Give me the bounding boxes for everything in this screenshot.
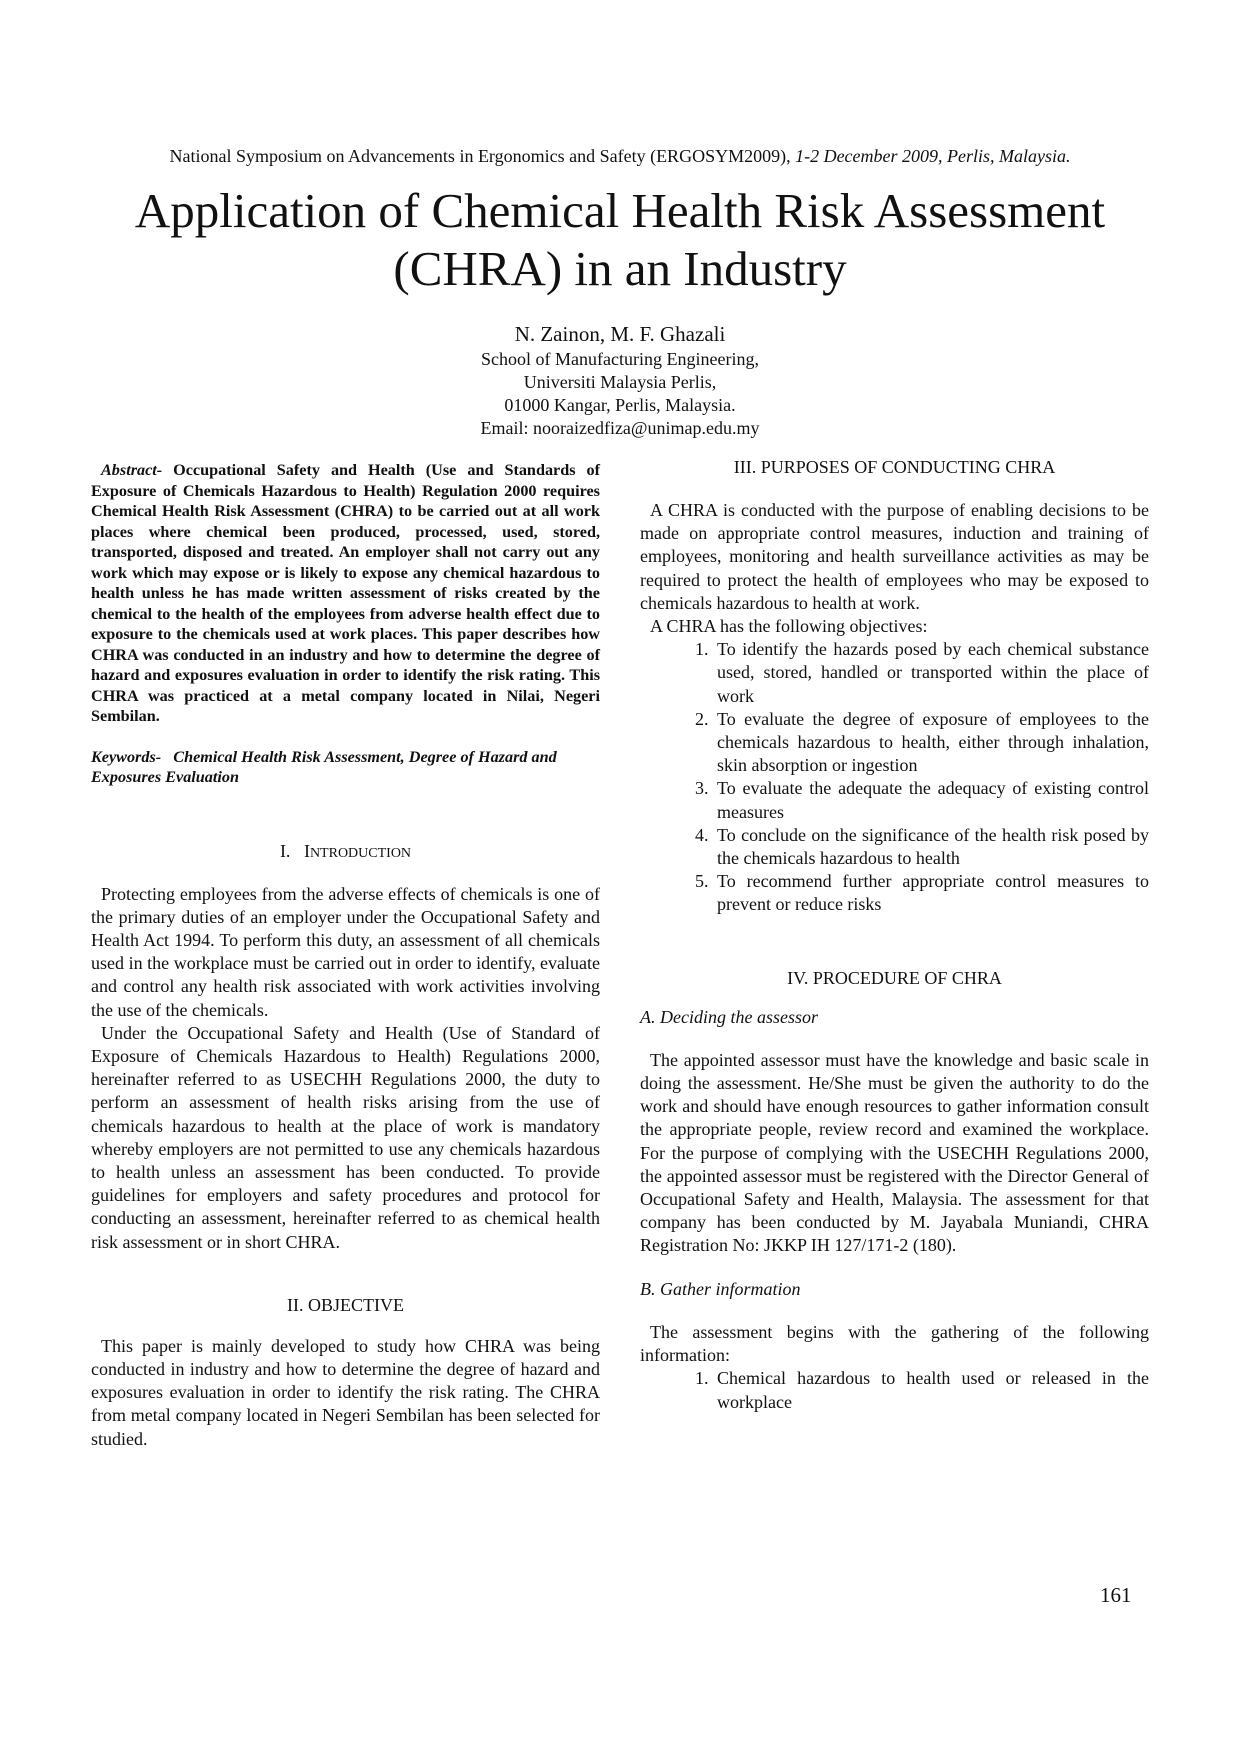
keywords xyxy=(91,747,600,788)
list-item: 5. To recommend further appropriate control measures to prevent or reduce risks xyxy=(713,870,1149,916)
author-email: Email: nooraizedfiza@unimap.edu.my xyxy=(480,418,760,438)
subsection-heading-assessor: A. Deciding the assessor xyxy=(640,1006,818,1027)
affiliation xyxy=(0,348,1240,440)
objective-paragraph: This paper is mainly developed to study how CHRA was being conducted in industry and how to determine the degree of hazard and exposures evaluation in order to identify the risk rating. The CHRA from metal company located in Negeri Sembilan has been selected for studied. xyxy=(91,1335,600,1449)
authors: N. Zainon, M. F. Ghazali xyxy=(514,322,726,346)
title-line-2: (CHRA) in an Industry xyxy=(393,241,847,296)
paper-title xyxy=(100,182,1140,298)
section-heading-introduction xyxy=(91,840,600,865)
intro-paragraph-1: Protecting employees from the adverse effects of chemicals is one of the primary duties of an employer under the Occupational Safety and Health Act 1994. To perform this duty, an assessment of all chemicals used in the workplace must be carried out in order to identify, evaluate and control any health risk associated with work activities involving the use of the chemicals. xyxy=(91,883,600,1020)
subsection-heading-gather-info: B. Gather information xyxy=(640,1278,801,1299)
conference-venue: National Symposium on Advancements in Ergonomics and Safety (ERGOSYM2009), xyxy=(169,146,796,166)
section-title: INTRODUCTION xyxy=(303,840,412,861)
conference-header xyxy=(0,146,1240,167)
page-number: 161 xyxy=(1100,1583,1132,1607)
conference-date-place: 1-2 December 2009, Perlis, Malaysia. xyxy=(795,146,1071,166)
keywords-label: Keywords- xyxy=(91,747,162,766)
purposes-paragraph-1: A CHRA is conducted with the purpose of enabling decisions to be made on appropriate control measures, induction and training of employees, monitoring and health surveillance activities as may be required to protect the health of employees who may be exposed to chemicals hazardous to health at work. xyxy=(640,500,1149,613)
objectives-list xyxy=(640,638,1149,916)
affiliation-line: Universiti Malaysia Perlis, xyxy=(523,372,717,392)
title-line-1: Application of Chemical Health Risk Assessment xyxy=(134,183,1106,238)
section-heading-purposes: III. PURPOSES OF CONDUCTING CHRA xyxy=(733,457,1056,477)
abstract xyxy=(91,460,600,727)
assessor-paragraph: The appointed assessor must have the knowledge and basic scale in doing the assessment. He/She must be given the authority to do the work and should have enough resources to gather information consult the appropriate people, review record and examined the workplace. For the purpose of complying with the USECHH Regulations 2000, the appointed assessor must be registered with the Director General of Occupational Safety and Health, Malaysia. The assessment for that company has been conducted by M. Jayabala Muniandi, CHRA Registration No: JKKP IH 127/171-2 (180). xyxy=(640,1049,1149,1256)
information-list xyxy=(640,1367,1149,1413)
list-item: 2. To evaluate the degree of exposure of employees to the chemicals hazardous to health, either through inhalation, skin absorption or ingestion xyxy=(713,708,1149,778)
affiliation-line: School of Manufacturing Engineering, xyxy=(481,349,759,369)
affiliation-line: 01000 Kangar, Perlis, Malaysia. xyxy=(504,395,736,415)
gather-info-paragraph: The assessment begins with the gathering of the following information: xyxy=(640,1321,1149,1366)
intro-paragraph-2: Under the Occupational Safety and Health (Use of Standard of Exposure of Chemicals Hazardous to Health) Regulations 2000, hereinafter referred to as USECHH Regulations 2000, the duty to perform an assessment of health risks arising from the use of chemicals hazardous to health at the place of work is mandatory whereby employers are not permitted to use any chemicals hazardous to health unless an assessment has been conducted. To provide guidelines for employers and safety procedures and protocol for conducting an assessment, hereinafter referred to as chemical health risk assessment or in short CHRA. xyxy=(91,1022,600,1252)
section-heading-procedure: IV. PROCEDURE OF CHRA xyxy=(787,967,1002,988)
list-item: 1. Chemical hazardous to health used or released in the workplace xyxy=(713,1367,1149,1413)
list-item: 4. To conclude on the significance of the health risk posed by the chemicals hazardous to health xyxy=(713,824,1149,870)
list-item: 3. To evaluate the adequate the adequacy of existing control measures xyxy=(713,777,1149,823)
right-column xyxy=(640,457,1149,1414)
abstract-label: Abstract- xyxy=(101,461,163,479)
left-column xyxy=(91,460,600,1451)
section-number: I. xyxy=(279,840,291,861)
list-item: 1. To identify the hazards posed by each chemical substance used, stored, handled or transported within the place of work xyxy=(713,638,1149,708)
section-heading-objective: II. OBJECTIVE xyxy=(287,1294,404,1315)
abstract-text: Occupational Safety and Health (Use and Standards of Exposure of Chemicals Hazardous to Health) Regulation 2000 requires Chemical Health Risk Assessment (CHRA) to be carried out at all work places where chemical been produced, processed, used, stored, transported, disposed and treated. An employer shall not carry out any work which may expose or is likely to expose any chemical hazardous to health unless he has made written assessment of risks created by the chemical to the health of the employees from adverse health effect due to exposure to the chemicals used at work places. This paper describes how CHRA was conducted in an industry and how to determine the degree of hazard and exposures evaluation in order to identify the risk rating. This CHRA was practiced at a metal company located in Nilai, Negeri Sembilan. xyxy=(91,461,601,725)
keywords-text: Chemical Health Risk Assessment, Degree of Hazard and Exposures Evaluation xyxy=(91,747,557,786)
purposes-paragraph-2: A CHRA has the following objectives: xyxy=(650,616,928,637)
